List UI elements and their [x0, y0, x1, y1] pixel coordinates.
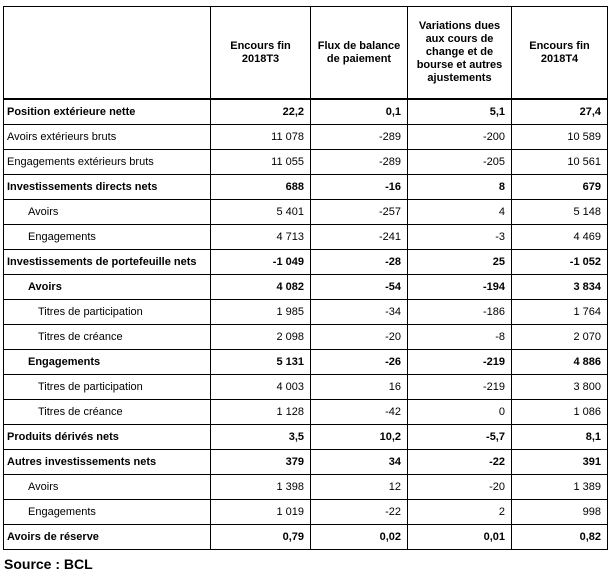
table-row: [4, 225, 608, 250]
cell-flux: -289: [311, 125, 408, 150]
cell-encours-2018t3: 11 055: [211, 150, 311, 175]
table-row: [4, 425, 608, 450]
cell-flux: 16: [311, 375, 408, 400]
header-flux: Flux de balance de paiement: [311, 7, 408, 100]
cell-flux: -257: [311, 200, 408, 225]
cell-encours-2018t4: 10 561: [512, 150, 608, 175]
table-row: [4, 400, 608, 425]
row-label: Autres investissements nets: [4, 450, 211, 475]
cell-variations: 0: [408, 400, 512, 425]
table-header-row: [4, 7, 608, 100]
table-row: [4, 175, 608, 200]
row-label: Avoirs: [4, 475, 211, 500]
table-row: [4, 125, 608, 150]
cell-flux: -26: [311, 350, 408, 375]
row-label: Investissements directs nets: [4, 175, 211, 200]
cell-encours-2018t4: 5 148: [512, 200, 608, 225]
cell-variations: -205: [408, 150, 512, 175]
cell-encours-2018t4: 3 834: [512, 275, 608, 300]
cell-encours-2018t4: 3 800: [512, 375, 608, 400]
row-label: Avoirs: [4, 200, 211, 225]
cell-variations: -3: [408, 225, 512, 250]
row-label: Avoirs: [4, 275, 211, 300]
table-row: [4, 475, 608, 500]
cell-encours-2018t3: 0,79: [211, 525, 311, 550]
cell-encours-2018t4: 998: [512, 500, 608, 525]
cell-flux: 34: [311, 450, 408, 475]
cell-encours-2018t3: 4 713: [211, 225, 311, 250]
cell-encours-2018t4: 27,4: [512, 99, 608, 125]
cell-flux: -289: [311, 150, 408, 175]
table-row: [4, 300, 608, 325]
cell-encours-2018t3: 1 019: [211, 500, 311, 525]
cell-flux: -54: [311, 275, 408, 300]
row-label: Engagements extérieurs bruts: [4, 150, 211, 175]
row-label: Engagements: [4, 500, 211, 525]
cell-encours-2018t3: 4 082: [211, 275, 311, 300]
row-label: Engagements: [4, 350, 211, 375]
cell-variations: -194: [408, 275, 512, 300]
cell-encours-2018t3: 1 398: [211, 475, 311, 500]
row-label: Avoirs de réserve: [4, 525, 211, 550]
cell-encours-2018t4: 391: [512, 450, 608, 475]
header-variations: Variations dues aux cours de change et de bourse et autres ajustements: [408, 7, 512, 100]
cell-flux: -28: [311, 250, 408, 275]
cell-flux: 12: [311, 475, 408, 500]
table-row: [4, 350, 608, 375]
cell-variations: 2: [408, 500, 512, 525]
cell-variations: -200: [408, 125, 512, 150]
cell-variations: -22: [408, 450, 512, 475]
cell-variations: -186: [408, 300, 512, 325]
source-note: Source : BCL: [4, 556, 93, 572]
row-label: Engagements: [4, 225, 211, 250]
cell-encours-2018t3: 1 128: [211, 400, 311, 425]
cell-flux: -20: [311, 325, 408, 350]
header-encours-2018t3: Encours fin 2018T3: [211, 7, 311, 100]
cell-encours-2018t3: 5 131: [211, 350, 311, 375]
cell-variations: -219: [408, 375, 512, 400]
cell-encours-2018t4: 8,1: [512, 425, 608, 450]
cell-flux: -241: [311, 225, 408, 250]
cell-variations: 0,01: [408, 525, 512, 550]
cell-encours-2018t3: 1 985: [211, 300, 311, 325]
table-row: [4, 500, 608, 525]
table-row: [4, 250, 608, 275]
cell-variations: -20: [408, 475, 512, 500]
cell-flux: -16: [311, 175, 408, 200]
header-encours-2018t4: Encours fin 2018T4: [512, 7, 608, 100]
cell-encours-2018t3: 11 078: [211, 125, 311, 150]
cell-variations: 5,1: [408, 99, 512, 125]
cell-flux: -22: [311, 500, 408, 525]
row-label: Titres de créance: [4, 325, 211, 350]
cell-variations: -5,7: [408, 425, 512, 450]
row-label: Position extérieure nette: [4, 99, 211, 125]
cell-encours-2018t3: 5 401: [211, 200, 311, 225]
cell-encours-2018t3: -1 049: [211, 250, 311, 275]
cell-encours-2018t3: 22,2: [211, 99, 311, 125]
cell-encours-2018t4: -1 052: [512, 250, 608, 275]
table-row: [4, 450, 608, 475]
cell-variations: 8: [408, 175, 512, 200]
cell-encours-2018t4: 2 070: [512, 325, 608, 350]
cell-variations: 4: [408, 200, 512, 225]
header-corner: [4, 7, 211, 100]
cell-encours-2018t4: 1 086: [512, 400, 608, 425]
cell-encours-2018t4: 679: [512, 175, 608, 200]
row-label: Titres de participation: [4, 375, 211, 400]
table-row: [4, 375, 608, 400]
row-label: Produits dérivés nets: [4, 425, 211, 450]
cell-encours-2018t3: 2 098: [211, 325, 311, 350]
table-row: [4, 275, 608, 300]
table-row: [4, 325, 608, 350]
cell-flux: -34: [311, 300, 408, 325]
balance-table: [3, 6, 608, 550]
cell-flux: -42: [311, 400, 408, 425]
cell-encours-2018t4: 0,82: [512, 525, 608, 550]
table-row: [4, 200, 608, 225]
cell-encours-2018t4: 4 886: [512, 350, 608, 375]
cell-variations: -8: [408, 325, 512, 350]
cell-variations: -219: [408, 350, 512, 375]
row-label: Titres de participation: [4, 300, 211, 325]
row-label: Investissements de portefeuille nets: [4, 250, 211, 275]
row-label: Avoirs extérieurs bruts: [4, 125, 211, 150]
cell-encours-2018t4: 1 389: [512, 475, 608, 500]
cell-flux: 0,02: [311, 525, 408, 550]
table-row: [4, 99, 608, 125]
table-row: [4, 525, 608, 550]
cell-encours-2018t4: 4 469: [512, 225, 608, 250]
cell-encours-2018t3: 688: [211, 175, 311, 200]
cell-encours-2018t3: 3,5: [211, 425, 311, 450]
cell-encours-2018t4: 10 589: [512, 125, 608, 150]
cell-variations: 25: [408, 250, 512, 275]
cell-flux: 0,1: [311, 99, 408, 125]
row-label: Titres de créance: [4, 400, 211, 425]
cell-encours-2018t3: 4 003: [211, 375, 311, 400]
cell-encours-2018t3: 379: [211, 450, 311, 475]
table-row: [4, 150, 608, 175]
cell-flux: 10,2: [311, 425, 408, 450]
cell-encours-2018t4: 1 764: [512, 300, 608, 325]
